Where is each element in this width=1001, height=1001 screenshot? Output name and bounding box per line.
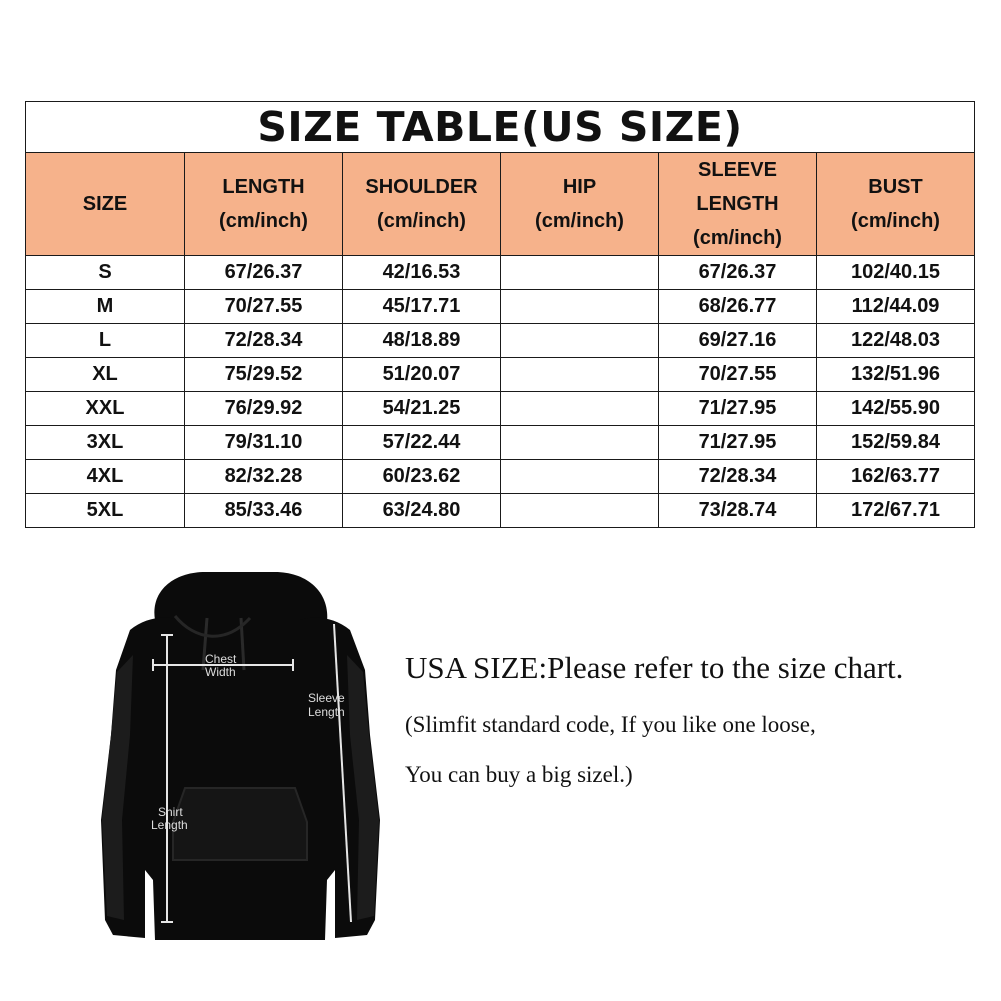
measurement-cell: 79/31.10 [185, 426, 343, 460]
measurement-cell: 71/27.95 [659, 426, 817, 460]
header-cell [26, 153, 185, 256]
measurement-cell: 72/28.34 [659, 460, 817, 494]
measurement-cell: 152/59.84 [817, 426, 975, 460]
chest-label-2: Width [205, 665, 236, 679]
measurement-cell [501, 256, 659, 290]
header-text: BUST [868, 176, 923, 198]
table-row [26, 392, 975, 426]
measurement-cell [501, 324, 659, 358]
table-header-row [26, 153, 975, 256]
header-cell [817, 153, 975, 256]
measurement-cell: 162/63.77 [817, 460, 975, 494]
table-row [26, 256, 975, 290]
table-row [26, 460, 975, 494]
shirt-label-1: Shirt [158, 805, 183, 819]
measurement-cell: 85/33.46 [185, 494, 343, 528]
measurement-cell: 57/22.44 [343, 426, 501, 460]
measurement-cell: 73/28.74 [659, 494, 817, 528]
sleeve-label-2: Length [308, 705, 345, 719]
measurement-cell: 72/28.34 [185, 324, 343, 358]
measurement-cell [501, 426, 659, 460]
header-text: (cm/inch) [219, 210, 308, 232]
measurement-cell: 70/27.55 [659, 358, 817, 392]
measurement-cell: 76/29.92 [185, 392, 343, 426]
size-label-cell: XXL [26, 392, 185, 426]
header-text: SHOULDER [365, 176, 478, 198]
size-label-cell: 3XL [26, 426, 185, 460]
header-cell [185, 153, 343, 256]
measurement-cell: 54/21.25 [343, 392, 501, 426]
hoodie-illustration [45, 560, 445, 960]
measurement-cell: 102/40.15 [817, 256, 975, 290]
measurement-cell: 142/55.90 [817, 392, 975, 426]
header-text: SLEEVE [698, 159, 777, 181]
size-label-cell: 4XL [26, 460, 185, 494]
fit-note-line-2: You can buy a big sizel.) [405, 762, 633, 787]
size-label-cell: M [26, 290, 185, 324]
measurement-cell: 122/48.03 [817, 324, 975, 358]
table-row [26, 290, 975, 324]
header-text: (cm/inch) [851, 210, 940, 232]
header-text: SIZE [82, 193, 128, 215]
chest-label-1: Chest [205, 652, 237, 666]
measurement-cell: 132/51.96 [817, 358, 975, 392]
measurement-cell [501, 358, 659, 392]
measurement-cell: 63/24.80 [343, 494, 501, 528]
size-table [25, 101, 975, 528]
measurement-cell: 45/17.71 [343, 290, 501, 324]
sleeve-label-1: Sleeve [308, 691, 345, 705]
measurement-cell: 70/27.55 [185, 290, 343, 324]
measurement-cell [501, 392, 659, 426]
measurement-cell [501, 494, 659, 528]
hoodie-diagram [45, 560, 445, 960]
header-cell [501, 153, 659, 256]
measurement-cell: 42/16.53 [343, 256, 501, 290]
measurement-cell: 71/27.95 [659, 392, 817, 426]
header-text: (cm/inch) [693, 227, 782, 249]
header-text: (cm/inch) [377, 210, 466, 232]
measurement-cell: 51/20.07 [343, 358, 501, 392]
measurement-cell [501, 460, 659, 494]
hoodie-body [101, 618, 380, 940]
measurement-cell: 82/32.28 [185, 460, 343, 494]
measurement-cell: 75/29.52 [185, 358, 343, 392]
size-label-cell: XL [26, 358, 185, 392]
table-title: SIZE TABLE(US SIZE) [26, 102, 975, 153]
measurement-cell: 112/44.09 [817, 290, 975, 324]
measurement-cell: 67/26.37 [185, 256, 343, 290]
fit-note-line-1: (Slimfit standard code, If you like one loose, [405, 712, 816, 737]
size-label-cell: S [26, 256, 185, 290]
table-row [26, 426, 975, 460]
table-row [26, 494, 975, 528]
measurement-cell: 60/23.62 [343, 460, 501, 494]
header-text: (cm/inch) [535, 210, 624, 232]
measurement-cell: 67/26.37 [659, 256, 817, 290]
header-text: HIP [562, 176, 597, 198]
header-cell [659, 153, 817, 256]
measurement-cell: 69/27.16 [659, 324, 817, 358]
header-cell [343, 153, 501, 256]
measurement-cell: 68/26.77 [659, 290, 817, 324]
size-label-cell: 5XL [26, 494, 185, 528]
size-label-cell: L [26, 324, 185, 358]
measurement-cell [501, 290, 659, 324]
measurement-cell: 172/67.71 [817, 494, 975, 528]
table-row [26, 324, 975, 358]
usa-size-note: USA SIZE:Please refer to the size chart. [405, 650, 904, 685]
measurement-cell: 48/18.89 [343, 324, 501, 358]
header-text: LENGTH [222, 176, 305, 198]
table-row [26, 358, 975, 392]
shirt-label-2: Length [151, 818, 188, 832]
header-text: LENGTH [696, 193, 779, 215]
